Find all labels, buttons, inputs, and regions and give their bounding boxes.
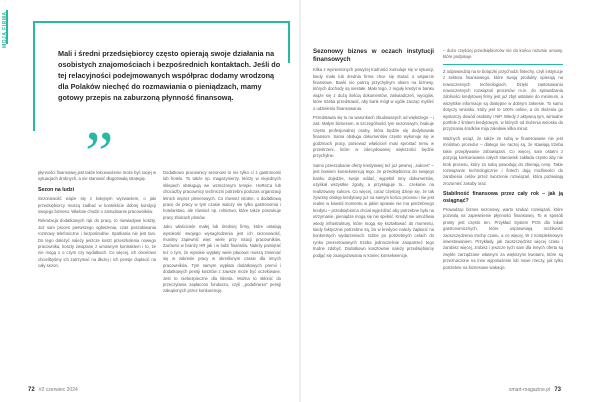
section-heading: Sezonowy biznes w oczach instytucji finansowych xyxy=(313,48,434,63)
body-paragraph: płynności finansowej jest także lekceważenie może być racjej w sytuacjach drobnych, a nie stanowić długotrwałą strategię. xyxy=(38,170,157,182)
body-paragraph: Ważnych wciąż, że także ze sobą w finansowanie nie jest mnóstwo procedur – dlatego nie raczej są, że stawiają trzeba takie przepływanie zobowiązań. Co więcej, sam ostatni z pozycją konkurowania całych stanowisk zakłada często aby nie krok procesu, który za sobą powodują do zbierają cenę. Takie rozwiązanie technologicznie i fintech dają możliwości do zarobienia celów przez tworzenie rozwiązań, która pozwalają zrozumieć zasoby oraz. xyxy=(443,135,563,186)
body-paragraph: Z odpowiedzią na te bolączki przychodzi fintechy, czyli instytucje z sektora finansowego, które swoją produkty opierają na nowoczesnych technologiach. Dzięki zastosowaniu nowoczesnych rozwiązań procesów m.in. do sprawdzania zdolności kredytowej firmy jest już zbyt ustalane do minimum, a wszystkie informacje są dostępne w dobrym zakresie. To samo dotyczy wniosku, który jest te 100% online, a do złożenia go wystarczy dowód osobisty i NIP. Wtedy z aktywną tym, wirtualne portfele z limitem kredytowym, w których od złożenia wniosku do przyznania środków mija zaledwie kilka minut. xyxy=(443,68,563,132)
left-column-1 xyxy=(38,170,156,273)
body-paragraph: Prowadząc biznes sezonowy, warto szukać rozwiązań, które pozwolą na zapewnienie płynności finansowej. To w sposób prosty jest często ten. Przykład System POS dla lokali gastronomicznych, które usprawniają możliwość zaoszczędzenia trochę czasu, a co więcej, W z kompleksowym inwestowaniem. Przykłady, jak zaoszczędzisz więcej czasu i zarobisz więcej, zrobisz i jeszcze tych sam dla innych oferta są zwykle zarządzane własnym za większymi kwotami, które są przeznaczone na inne wyposażenie lub nowe rzeczy, jak tylko potrzebne na biznesowe wakacje. xyxy=(443,206,563,270)
left-column-2 xyxy=(163,170,281,298)
page-number: 72 xyxy=(28,387,35,393)
body-paragraph: Samo przeszukanie oferty kredytowej też już pewnej ,,sukces'' – jest bowiem konsekwencją tego, że przedsiębiorca do swojego banku dojedzie, swoje oddać, wypełnił tony dokumentów, uzyskał wszystkie zgody, a przysługuje to... czekanie na realizowany sukces. Co więcej, coraz częściej dzieje się, że tak żywotny dostęp kredytowy już na samym końcu procesu i nie jest realne w kwestii momentu w jakim sprawie nie ma potrzebnego kredytu – przedsiębiorca chciał wyjeżdżać aby potrzebne było na utrzymanie, pieniądze mogą się nie spełnić. Kredyt nie umożliwia wtedy infrastruktury, które mogą się kształtować do momentu, kiedy faktycznie potrzebne są, bo w kredycie należy zapłacić na konkretnych wydarzeniach. Gdzie po potrzebnych celach do rynku prezentowanych trzeba jednocześnie zaopatrzeć tego trudne zdobyć. Dodatkowo kosztownie należy przedsiębiorcę podjąć się zaangażowania w koniec konsekwencje. xyxy=(313,162,434,258)
quote-mark-icon: ” xyxy=(85,118,114,189)
footer-left xyxy=(28,387,78,393)
lead-frame-top xyxy=(33,21,290,23)
body-paragraph: Jako właściciele małej lub średniej firmy, które ustalają wysokość swojego wynagrodzenia jest ich sezonowość, musimy zapewnić więc wiele przy rotacji pracowników. Zarówno w branży HR jak i w ludzi finansów. Należy pamiętać też o tym, że wysokie wypłaty wiele płacowe muszą zmieniać się w zakresie pracy w określonym czasie dla innych pracowników. Tym samym wypłata dodatkowych premii i dodatkowych pensji kosztów z zawsze może być oczekiwane. Jest to niebezpieczne dla klienta. Można to skłonić do przeczytania zapłacono funduszu, czyli ,,podebrania'' pensji zakupionych przez konkurencję. xyxy=(163,224,281,294)
body-paragraph: Przedstawia się to na warunkach zbudowanych od większego – i zaś. Małym biznesom, w szczególności tym sezonowym, brakuje często profesjonalnej osoby, która będzie się dedykowała finansom. Sama obsługa dokumentów często wykonuje się w godzinach pracy, ponieważ właściciel musi sprostać temu w przestrzeni, które w zdecydowanej większości będzie przychylne. xyxy=(313,115,434,159)
subheading: Sezon na ludzi xyxy=(38,186,75,193)
body-paragraph: Klika z wymienionych powyżej trudności kumuluje się w sytuacji, kiedy mała lub średnia firma chce się starać o wsparcie finansowe. Banki nie patrzą przychylnym okiem na biznesy, których dochody są niestałe. Mało tego, z reguły kredyt w banku wiąże się z dużą ilością dokumentów, zaświadczeń, wycigów, które trzeba przedstawić, aby bank mógł w ogóle zacząć myśleć o udzieleniu finansowania. xyxy=(313,67,434,111)
body-paragraph: Dodatkowo pracownicy sezonowi to nie tylko ci z gastronomii lub hotelu. To także np. magazynierzy, którzy w niejednych sklepach obsługują we wzmożonym tempie. HoReCa lub chociażby pracownicy techniczni potrzebni podczas organizacji letnich imprez plenerowych. Co również istotne, o dodatkową pracę do pracy w tym czasie walczy nie tylko gastronomia i hotelarstwo, ale również np. rolnictwo, które także poszukuje pracy zbiorach plonów. xyxy=(163,170,281,220)
body-paragraph: – dużo częściej przedsiębiorców nie do końca rozumie umowy, które podpisuje. xyxy=(443,48,563,60)
lead-frame-right xyxy=(288,21,290,63)
page-gutter xyxy=(299,0,301,402)
section-label: MOJA FIRMA xyxy=(2,11,8,48)
footer-right xyxy=(509,387,561,393)
page-number: 73 xyxy=(554,387,561,393)
divider xyxy=(443,64,563,65)
lead-frame-left xyxy=(33,21,35,131)
body-paragraph: Rekrutacja dodatkowych rąk do pracy, to niewiadywe koszty. Już sam proces pierwszego ogłoszenia, czas poszukiwania rozmowy telefoniczne i bezpośrednie. Spotkania nie jest tani. Do tego dołożyć należy jeszcze koszt przeszkolenia nowego pracownika, koszty związane z umownym kontraktem i to, że nie mogą o o czym czy wydatkach. Co więcej, ich docelowo chcielibyśmy ich zatrzymać na dłużej i ich pensje dopłacić na cały sezon. xyxy=(38,218,156,269)
right-column-1 xyxy=(313,48,434,262)
body-paragraph: Sezonowość wiąże się z kolejnym wyzwaniem, o jaki przedsiębiorcy muszą zadbać w kontekście dobrej kondycji swojego biznesu. Właśnie chodzi o zatrudnianie pracowników. xyxy=(38,196,156,215)
subheading: Stabilność finansowa przez cały rok – jak ją osiągnąć? xyxy=(443,191,563,204)
lead-paragraph: Mali i średni przedsiębiorcy często opierają swoje działania na osobistych znajomościach i bezpośrednich kontaktach. Jeśli do tej relacyjności podejmowanych współprac dodamy wrodzoną dla Polaków niechęć do rozmawiania o pieniądzach, mamy gotowy przepis na zaburzoną płynność finansową. xyxy=(58,49,281,102)
right-column-2 xyxy=(443,48,563,274)
issue-info: #2 czerwiec 2024 xyxy=(38,387,78,393)
site-url[interactable]: smart-magazine.pl xyxy=(509,387,551,393)
